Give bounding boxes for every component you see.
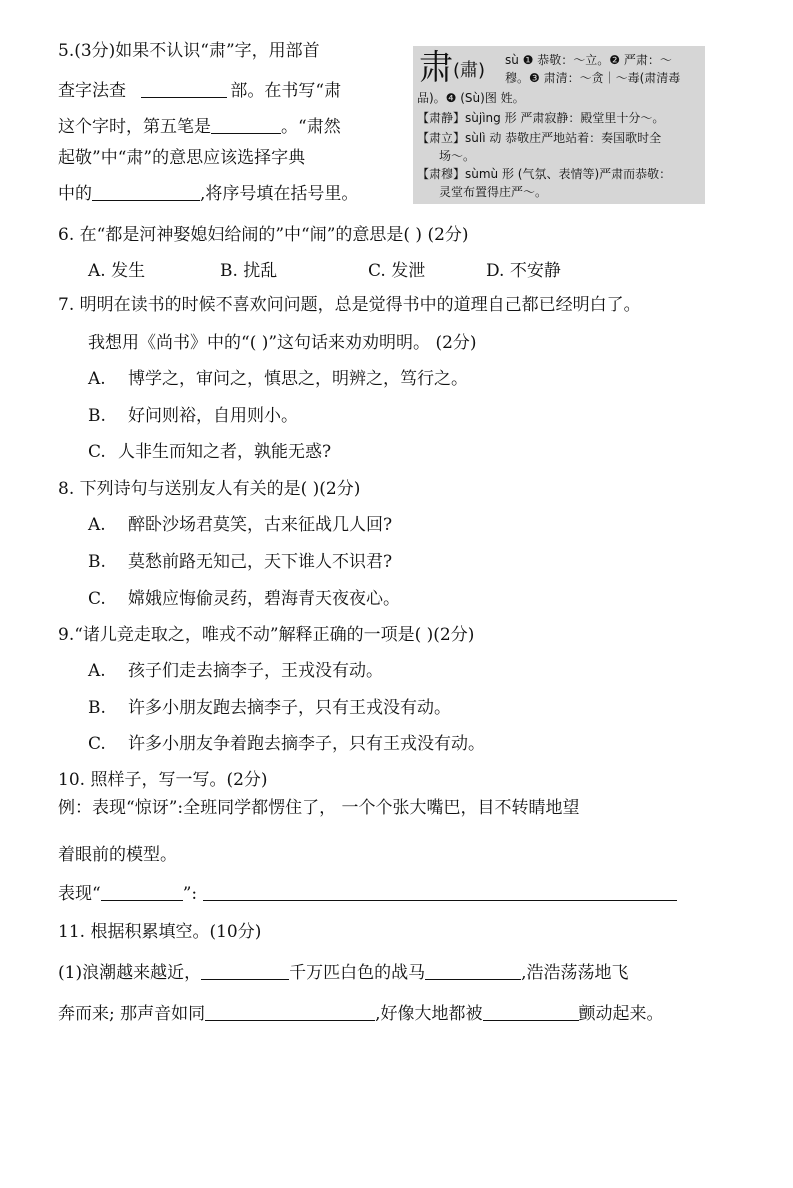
q5-blank-radical[interactable] [141,81,227,98]
q9-option-b-letter: B. [88,698,106,718]
q8-option-a[interactable] [88,514,392,536]
q5-line-5 [58,183,358,205]
q8-option-c-letter: C. [88,589,106,609]
q11-line-1-text-a: (1)浪潮越来越近， [58,963,202,983]
q6-option-b[interactable]: B. 扰乱 [220,261,278,281]
q8-stem: 8. 下列诗句与送别友人有关的是( )(2分) [58,479,361,499]
q7-option-a[interactable] [88,368,468,390]
q11-line-2-text-c: 颤动起来。 [578,1004,664,1024]
q5-line-2-text-b: 部。在书写“肃 [230,81,342,101]
q10-example-line-2: 着眼前的模型。 [58,845,177,865]
q5-line-3-text-b: 。“肃然 [281,117,341,137]
q6-option-d[interactable]: D. 不安静 [486,261,561,281]
q6-stem: 6. 在“都是河神娶媳妇给闹的”中“闹”的意思是( ) (2分) [58,225,469,245]
q7-option-a-letter: A. [88,369,106,389]
q11-line-1-text-c: ,浩浩荡荡地飞 [521,963,629,983]
q8-option-b-text: 莫愁前路无知己，天下谁人不识君? [128,552,393,572]
q5-line-5-text-b: ,将序号填在括号里。 [200,184,359,204]
q5-line-3-text-a: 这个字时，第五笔是 [58,117,211,137]
q7-line-2: 我想用《尚书》中的“( )”这句话来劝劝明明。 (2分) [88,333,477,353]
q9-stem: 9.“诸儿竞走取之，唯戎不动”解释正确的一项是( )(2分) [58,625,475,645]
q7-option-b[interactable] [88,405,298,427]
q10-blank-emotion[interactable] [101,884,183,901]
dict-row-7: 【肃穆】sùmù 形 (气氛、表情等)严肃而恭敬： [417,167,672,181]
q10-example-line-1: 例：表现“惊讶”:全班同学都愣住了， 一个个张大嘴巴，目不转睛地望 [58,798,580,818]
dict-row-4: 【肃静】sùjìng 形 严肃寂静：殿堂里十分～。 [417,111,665,125]
q9-option-a-letter: A. [88,661,106,681]
q7-option-c-letter: C. [88,442,106,462]
q5-line-1: 5.(3分)如果不认识“肃”字，用部首 [58,41,320,61]
q5-line-4: 起敬”中“肃”的意思应该选择字典 [58,148,306,168]
q11-line-2 [58,1003,664,1025]
q10-blank-sentence[interactable] [203,884,677,901]
q7-option-b-letter: B. [88,406,106,426]
q10-prompt-text-a: 表现“ [58,884,101,904]
q11-blank-3[interactable] [205,1004,375,1021]
q5-line-2 [58,80,341,102]
q11-blank-2[interactable] [425,963,521,980]
q5-line-5-text-a: 中的 [58,184,92,204]
q11-line-2-text-a: 奔而来; 那声音如同 [58,1004,206,1024]
dict-headword: 肃 [419,48,453,88]
dict-traditional-form: (肅) [453,60,486,81]
q9-option-a-text: 孩子们走去摘李子，王戎没有动。 [128,661,383,681]
q11-blank-4[interactable] [483,1004,579,1021]
q11-line-1-text-b: 千万匹白色的战马 [289,963,426,983]
q8-option-c-text: 嫦娥应悔偷灵药，碧海青天夜夜心。 [128,589,400,609]
q5-line-2-text-a: 查字法查 [58,81,126,101]
q7-option-c-text: 人非生而知之者，孰能无惑? [118,442,332,462]
q6-option-a[interactable]: A. 发生 [88,261,146,281]
q10-title: 10. 照样子，写一写。(2分) [58,770,268,790]
dict-row-8: 灵堂布置得庄严～。 [439,185,548,199]
dict-row-5: 【肃立】sùlì 动 恭敬庄严地站着：奏国歌时全 [417,131,662,145]
q9-option-c[interactable] [88,733,485,755]
dict-row-3: 品)。❹ (Sù)图 姓。 [417,91,525,105]
q7-option-a-text: 博学之，审问之，慎思之，明辨之，笃行之。 [128,369,468,389]
q11-blank-1[interactable] [201,963,289,980]
q9-option-b[interactable] [88,697,451,719]
q8-option-b[interactable] [88,551,392,573]
q10-prompt-text-b: ”: [182,884,198,904]
q8-option-a-text: 醉卧沙场君莫笑，古来征战几人回? [128,515,393,535]
q5-line-3 [58,116,341,138]
q9-option-c-text: 许多小朋友争着跑去摘李子，只有王戎没有动。 [128,734,485,754]
q9-option-b-text: 许多小朋友跑去摘李子，只有王戎没有动。 [128,698,451,718]
q7-line-1: 7. 明明在读书的时候不喜欢问问题，总是觉得书中的道理自己都已经明白了。 [58,295,641,315]
dict-row-6: 场～。 [439,149,476,163]
q5-blank-fifth-stroke[interactable] [211,117,281,134]
q6-option-c[interactable]: C. 发泄 [368,261,426,281]
q7-option-b-text: 好问则裕，自用则小。 [128,406,298,426]
q8-option-a-letter: A. [88,515,106,535]
q10-prompt [58,883,677,905]
q5-blank-meaning[interactable] [92,184,200,201]
q8-option-b-letter: B. [88,552,106,572]
q11-line-1 [58,962,629,984]
q11-title: 11. 根据积累填空。(10分) [58,922,262,942]
q9-option-c-letter: C. [88,734,106,754]
dict-row-1: sù ❶ 恭敬：～立。❷ 严肃：～ [505,53,672,67]
q7-option-c[interactable] [88,441,331,463]
dictionary-excerpt-image [413,46,705,204]
q9-option-a[interactable] [88,660,383,682]
q8-option-c[interactable] [88,588,400,610]
q11-line-2-text-b: ,好像大地都被 [375,1004,483,1024]
dict-row-2: 穆。❸ 肃清：～贪｜～毒(肃清毒 [505,71,681,85]
